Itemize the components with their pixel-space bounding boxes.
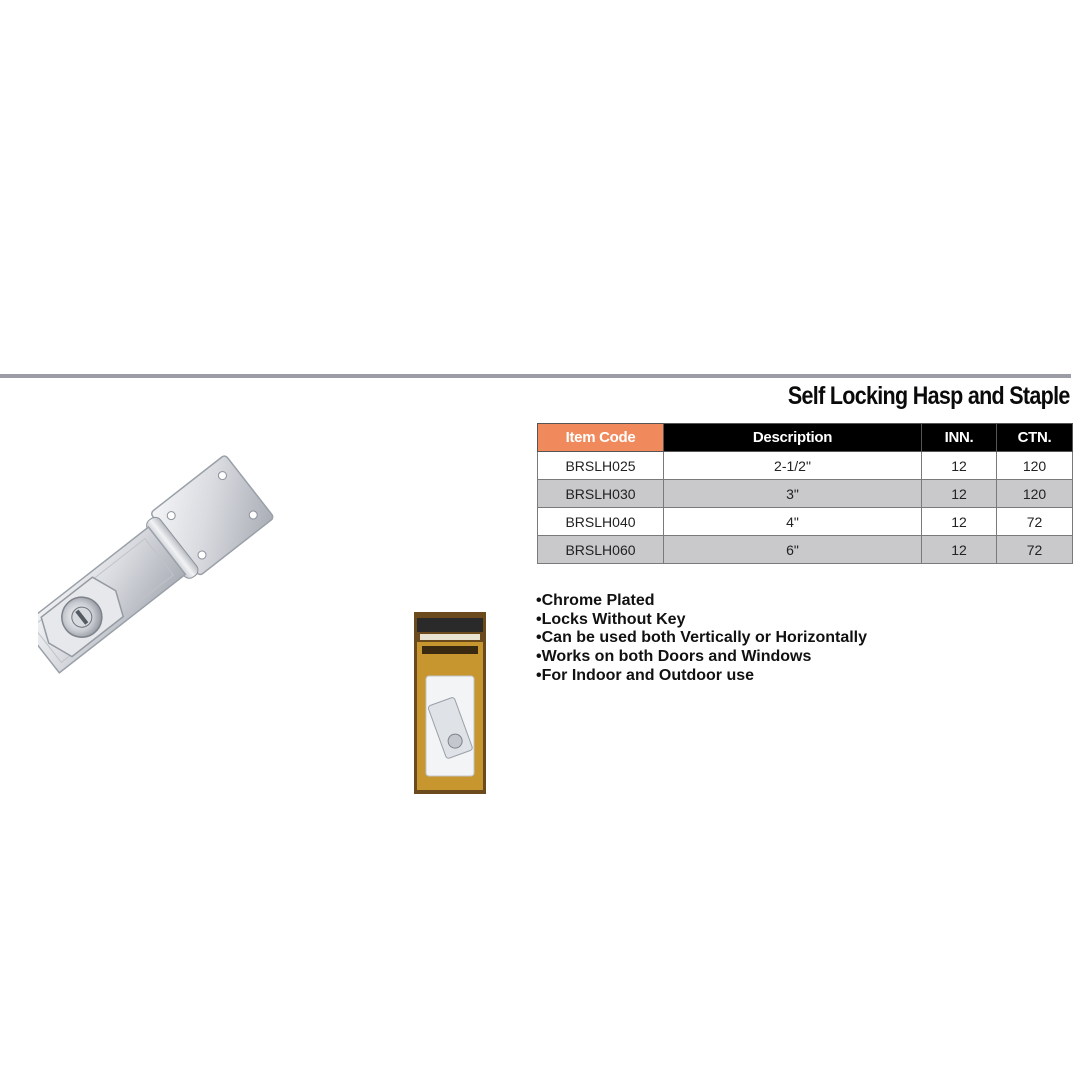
product-title: Self Locking Hasp and Staple (788, 382, 1070, 410)
description-cell: 3" (664, 480, 922, 508)
item-code-cell: BRSLH040 (538, 508, 664, 536)
blister-pack-icon (414, 612, 486, 794)
chrome-hasp-icon (38, 455, 368, 760)
carton-qty-cell: 72 (997, 508, 1073, 536)
table-row (538, 536, 1073, 564)
list-item: • Chrome Plated (536, 592, 867, 611)
table-row (538, 452, 1073, 480)
description-cell: 4" (664, 508, 922, 536)
inner-qty-cell: 12 (922, 452, 997, 480)
spec-table (537, 423, 1073, 564)
item-code-cell: BRSLH025 (538, 452, 664, 480)
carton-qty-cell: 120 (997, 480, 1073, 508)
list-item: • Can be used both Vertically or Horizontally (536, 629, 867, 648)
header-description: Description (664, 424, 922, 452)
item-code-cell: BRSLH030 (538, 480, 664, 508)
description-cell: 2-1/2" (664, 452, 922, 480)
list-item: • Works on both Doors and Windows (536, 648, 867, 667)
inner-qty-cell: 12 (922, 508, 997, 536)
section-divider (0, 374, 1071, 378)
inner-qty-cell: 12 (922, 536, 997, 564)
table-row (538, 480, 1073, 508)
list-item: • For Indoor and Outdoor use (536, 667, 867, 686)
table-row (538, 508, 1073, 536)
header-carton-qty: CTN. (997, 424, 1073, 452)
header-inner-qty: INN. (922, 424, 997, 452)
description-cell: 6" (664, 536, 922, 564)
table-header-row (538, 424, 1073, 452)
feature-list (536, 592, 867, 686)
carton-qty-cell: 72 (997, 536, 1073, 564)
list-item: • Locks Without Key (536, 611, 867, 630)
header-item-code: Item Code (538, 424, 664, 452)
carton-qty-cell: 120 (997, 452, 1073, 480)
item-code-cell: BRSLH060 (538, 536, 664, 564)
inner-qty-cell: 12 (922, 480, 997, 508)
